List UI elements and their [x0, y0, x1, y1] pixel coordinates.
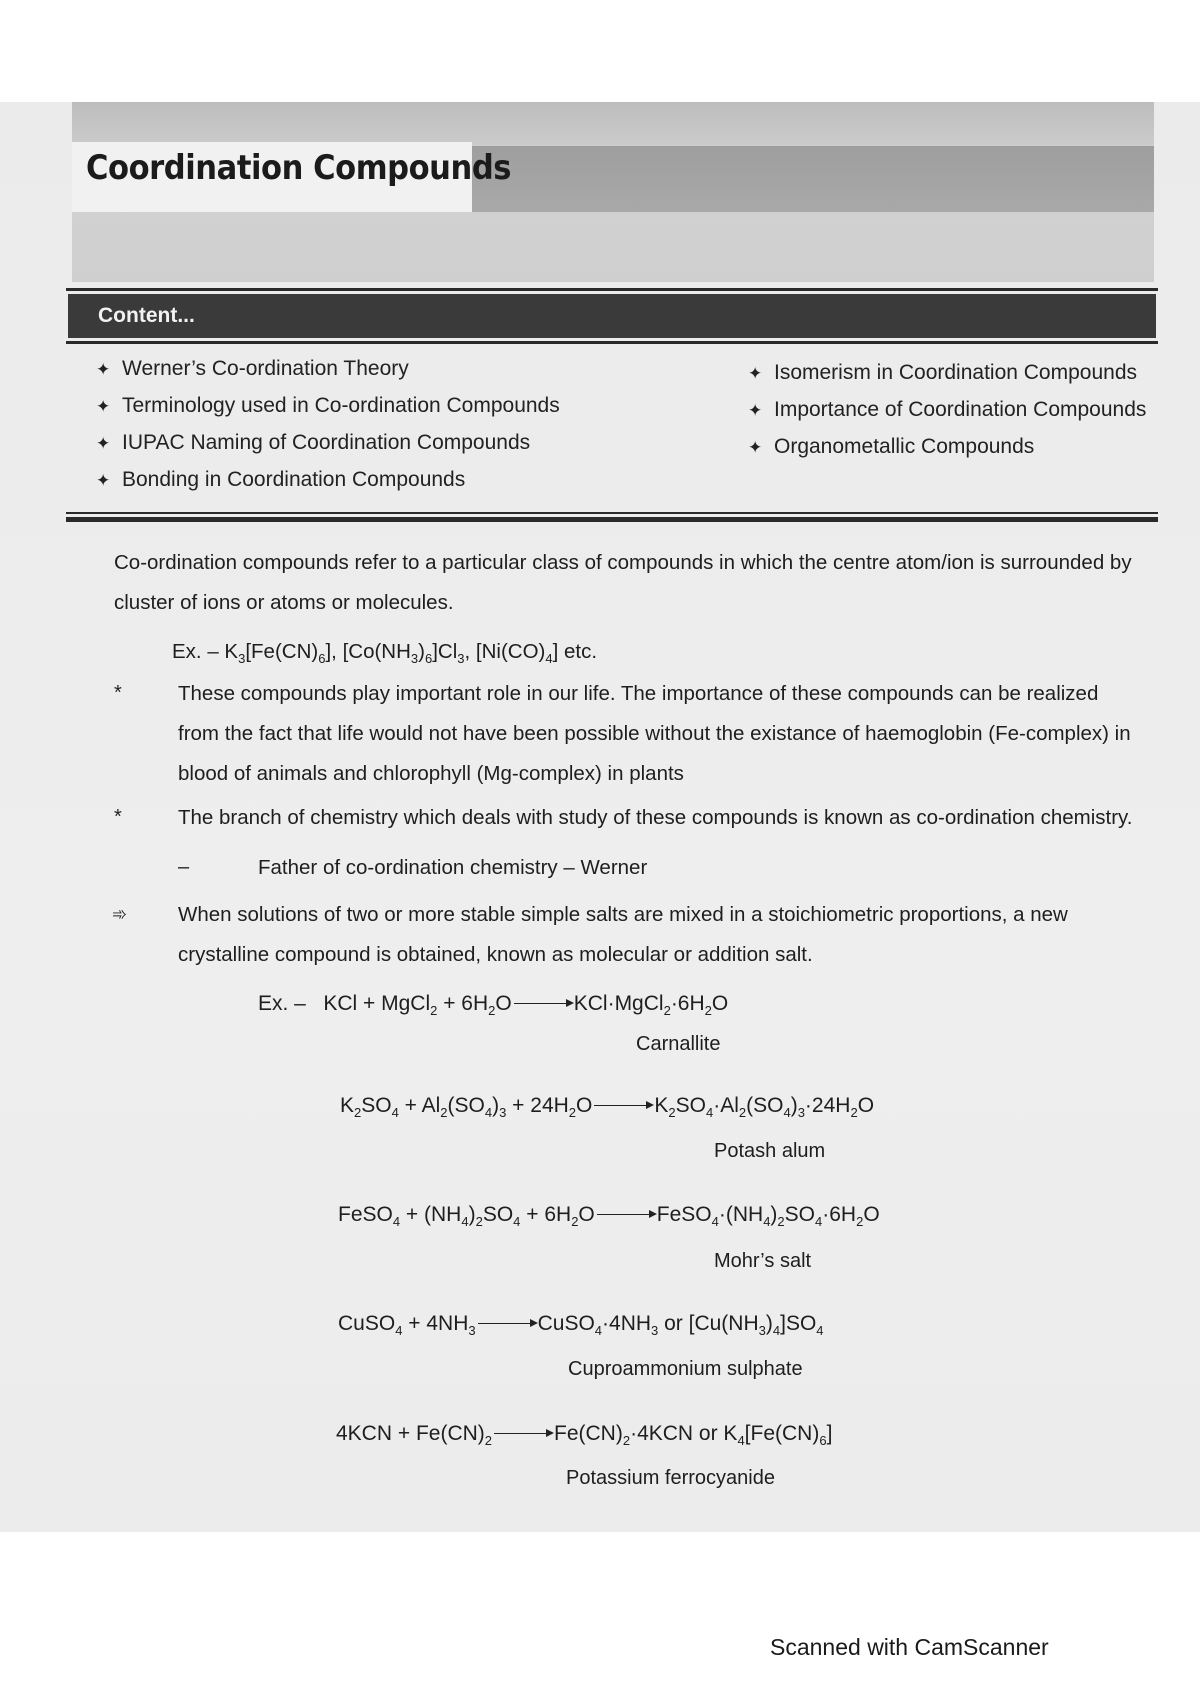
divider-rule	[66, 512, 1158, 514]
bullet-icon: ✦	[748, 401, 763, 420]
list-item	[748, 428, 1146, 465]
divider-rule	[66, 288, 1158, 291]
reaction-arrow-icon	[494, 1433, 552, 1434]
toc-left-list	[96, 350, 560, 498]
example-label: Ex. –	[172, 640, 219, 663]
branch-paragraph: The branch of chemistry which deals with study of these compounds is known as co-ordination chemistry.	[178, 806, 1133, 829]
toc-item-label: Organometallic Compounds	[774, 435, 1035, 458]
reaction-arrow-icon	[597, 1214, 655, 1215]
list-item	[96, 387, 560, 424]
bullet-icon: ✦	[748, 438, 763, 457]
compound-name: Cuproammonium sulphate	[568, 1358, 803, 1380]
content-bar	[68, 294, 1156, 338]
list-item	[96, 424, 560, 461]
salts-paragraph: When solutions of two or more stable simple salts are mixed in a stoichiometric proportions, a new crystalline compound is obtained, known as molecular or addition salt.	[178, 903, 1068, 966]
toc-item-label: Bonding in Coordination Compounds	[122, 468, 466, 491]
bullet-icon: ✦	[748, 364, 763, 383]
compound-name: Potassium ferrocyanide	[566, 1467, 775, 1489]
equation-carnallite: Ex. – KCl + MgCl$_2$ + $6H_2O$ $KCl\cdot MgCl_2\cdot 6H_2O$	[258, 992, 729, 1019]
asterisk-marker: *	[114, 682, 122, 704]
page-title: Coordination Compounds	[86, 148, 512, 188]
dash-marker: –	[178, 856, 190, 878]
equation-example-label: Ex. –	[258, 992, 306, 1015]
header-dark-band	[472, 146, 1154, 212]
toc-right-list	[748, 354, 1146, 465]
importance-paragraph: These compounds play important role in our life. The importance of these compounds can be realized from the fact that life would not have been possible without the existance of haemoglobin (Fe-complex) in blood of animals and chlorophyll (Mg-complex) in plants	[178, 682, 1131, 785]
compound-name: Mohr’s salt	[714, 1250, 812, 1272]
divider-rule	[66, 517, 1158, 522]
list-item	[748, 354, 1146, 391]
reaction-arrow-icon	[478, 1323, 536, 1324]
father-text: Father of co-ordination chemistry – Werner	[258, 856, 648, 879]
asterisk-marker: *	[114, 806, 122, 828]
divider-rule	[66, 341, 1158, 344]
bullet-icon: ✦	[96, 360, 111, 379]
list-item	[96, 461, 560, 498]
compound-name: Potash alum	[714, 1140, 826, 1162]
bullet-icon: ✦	[96, 397, 111, 416]
example-formulas: Ex. – $K_3[Fe(CN)_6]$, $[Co(NH_3)_6]Cl_3$, $[Ni(CO)_4]$ etc.	[172, 640, 598, 667]
toc-item-label: IUPAC Naming of Coordination Compounds	[122, 431, 531, 454]
list-item	[96, 350, 560, 387]
scanner-watermark: Scanned with CamScanner	[770, 1634, 1049, 1660]
bullet-icon: ✦	[96, 434, 111, 453]
content-label: Content...	[98, 304, 195, 327]
toc-item-label: Terminology used in Co-ordination Compounds	[122, 394, 560, 417]
reaction-arrow-icon	[514, 1003, 572, 1004]
equation-mohrs-salt: FeSO$_4$ + $(NH_4)_2SO_4 + 6H_2O$ $FeSO_4\cdot(NH_4)_2SO_4\cdot 6H_2O$	[338, 1203, 880, 1230]
compound-name: Carnallite	[636, 1033, 721, 1055]
equation-ferrocyanide: $4KCN + Fe(CN)_2$ $Fe(CN)_2\cdot 4KCN$ or $K_4[Fe(CN)_6]$	[336, 1422, 833, 1449]
equation-cuproammonium: CuSO$_4$ + $4NH_3$ $CuSO_4\cdot 4NH_3$ or $[Cu(NH_3)_4]SO_4$	[338, 1312, 824, 1339]
bullet-icon: ✦	[96, 471, 111, 490]
toc-item-label: Isomerism in Coordination Compounds	[774, 361, 1137, 384]
toc-item-label: Importance of Coordination Compounds	[774, 398, 1147, 421]
list-item	[748, 391, 1146, 428]
equation-potash-alum: $K_2SO_4 + Al_2(SO_4)_3 + 24H_2O$ $K_2SO_4\cdot Al_2(SO_4)_3\cdot 24H_2O$	[340, 1094, 875, 1121]
toc-item-label: Werner’s Co-ordination Theory	[122, 357, 409, 380]
intro-paragraph: Co-ordination compounds refer to a particular class of compounds in which the centre atom/ion is surrounded by cluster of ions or atoms or molecules.	[114, 551, 1132, 614]
reaction-arrow-icon	[594, 1105, 652, 1106]
arrow-bullet-icon: ➾	[112, 904, 128, 924]
